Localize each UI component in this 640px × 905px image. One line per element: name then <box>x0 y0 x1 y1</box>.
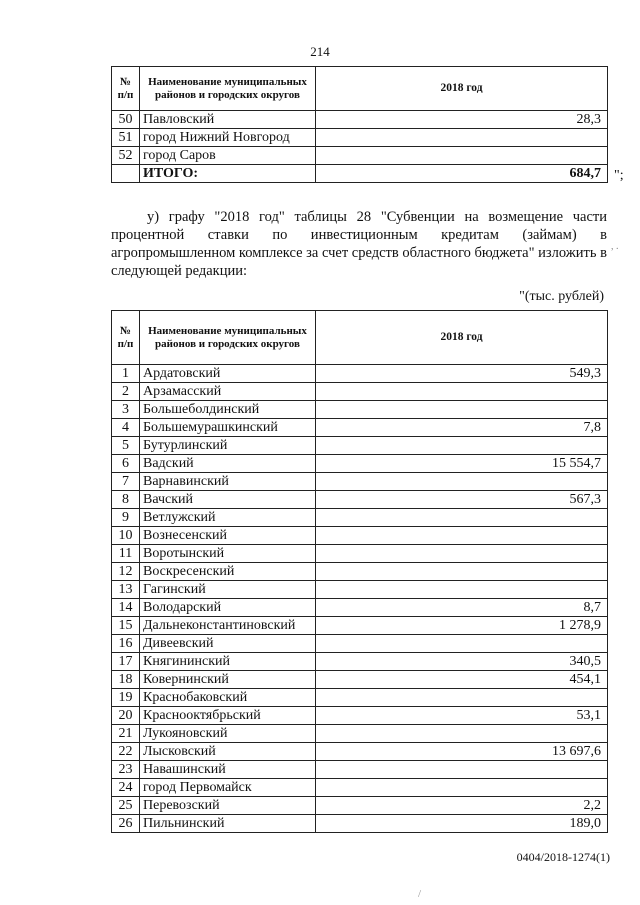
row-number: 10 <box>112 527 140 545</box>
row-name: Гагинский <box>140 581 316 599</box>
row-number: 21 <box>112 725 140 743</box>
row-number: 23 <box>112 761 140 779</box>
header-name: Наименование муниципальных районов и городских округов <box>140 67 316 111</box>
footer-mark: / <box>418 888 422 900</box>
row-value: 2,2 <box>316 797 608 815</box>
row-value: 7,8 <box>316 419 608 437</box>
units-label: "(тыс. рублей) <box>519 289 604 304</box>
table-subventions <box>111 310 608 833</box>
row-name: город Нижний Новгород <box>140 129 316 147</box>
row-number: 9 <box>112 509 140 527</box>
row-number: 14 <box>112 599 140 617</box>
table-row <box>112 761 608 779</box>
row-value: 13 697,6 <box>316 743 608 761</box>
table-row <box>112 129 608 147</box>
row-value <box>316 509 608 527</box>
table-row <box>112 563 608 581</box>
table-row <box>112 437 608 455</box>
total-label: ИТОГО: <box>140 165 316 183</box>
total-num-cell <box>112 165 140 183</box>
header-year: 2018 год <box>316 67 608 111</box>
row-name: Павловский <box>140 111 316 129</box>
row-number: 22 <box>112 743 140 761</box>
header-year: 2018 год <box>316 311 608 365</box>
margin-mark: , . <box>611 241 619 252</box>
row-name: Перевозский <box>140 797 316 815</box>
closing-quote: "; <box>614 168 624 183</box>
row-name: Вачский <box>140 491 316 509</box>
table-row <box>112 527 608 545</box>
total-value: 684,7 <box>316 165 608 183</box>
row-value <box>316 437 608 455</box>
row-value <box>316 779 608 797</box>
row-number: 5 <box>112 437 140 455</box>
table-row <box>112 491 608 509</box>
row-value: 15 554,7 <box>316 455 608 473</box>
row-number: 3 <box>112 401 140 419</box>
table-row <box>112 401 608 419</box>
row-name: Дивеевский <box>140 635 316 653</box>
table-row <box>112 455 608 473</box>
table-top <box>111 66 608 183</box>
row-value: 8,7 <box>316 599 608 617</box>
table-row <box>112 383 608 401</box>
row-name: Арзамасский <box>140 383 316 401</box>
header-num: № п/п <box>112 311 140 365</box>
row-name: Ветлужский <box>140 509 316 527</box>
table-row <box>112 815 608 833</box>
row-name: Вадский <box>140 455 316 473</box>
row-name: Ковернинский <box>140 671 316 689</box>
table-row <box>112 797 608 815</box>
row-value <box>316 545 608 563</box>
row-number: 6 <box>112 455 140 473</box>
row-number: 51 <box>112 129 140 147</box>
row-number: 26 <box>112 815 140 833</box>
row-name: Краснобаковский <box>140 689 316 707</box>
row-number: 25 <box>112 797 140 815</box>
table-row <box>112 689 608 707</box>
row-number: 11 <box>112 545 140 563</box>
table-row <box>112 635 608 653</box>
row-name: Бутурлинский <box>140 437 316 455</box>
row-number: 16 <box>112 635 140 653</box>
row-value: 53,1 <box>316 707 608 725</box>
row-value: 28,3 <box>316 111 608 129</box>
row-number: 19 <box>112 689 140 707</box>
row-value <box>316 129 608 147</box>
row-number: 24 <box>112 779 140 797</box>
row-name: Володарский <box>140 599 316 617</box>
table-row <box>112 671 608 689</box>
row-number: 7 <box>112 473 140 491</box>
row-number: 52 <box>112 147 140 165</box>
row-value: 567,3 <box>316 491 608 509</box>
row-name: Вознесенский <box>140 527 316 545</box>
table-row <box>112 779 608 797</box>
table-row <box>112 743 608 761</box>
table-row <box>112 419 608 437</box>
row-value: 189,0 <box>316 815 608 833</box>
table-row <box>112 509 608 527</box>
header-name: Наименование муниципальных районов и городских округов <box>140 311 316 365</box>
row-name: Варнавинский <box>140 473 316 491</box>
row-name: Княгининский <box>140 653 316 671</box>
row-number: 15 <box>112 617 140 635</box>
row-value <box>316 581 608 599</box>
table-row <box>112 545 608 563</box>
row-value <box>316 725 608 743</box>
total-row <box>112 165 608 183</box>
row-value: 340,5 <box>316 653 608 671</box>
document-code: 0404/2018-1274(1) <box>516 850 610 864</box>
row-name: Дальнеконстантиновский <box>140 617 316 635</box>
page-number: 214 <box>310 44 330 59</box>
row-name: Большемурашкинский <box>140 419 316 437</box>
row-value <box>316 473 608 491</box>
row-value <box>316 563 608 581</box>
row-value <box>316 689 608 707</box>
row-value <box>316 401 608 419</box>
row-name: Воротынский <box>140 545 316 563</box>
row-name: город Первомайск <box>140 779 316 797</box>
row-value <box>316 635 608 653</box>
table-row <box>112 111 608 129</box>
row-number: 2 <box>112 383 140 401</box>
table-row <box>112 365 608 383</box>
row-name: Пильнинский <box>140 815 316 833</box>
row-name: Ардатовский <box>140 365 316 383</box>
row-name: Лукояновский <box>140 725 316 743</box>
row-name: Краснооктябрьский <box>140 707 316 725</box>
table-row <box>112 473 608 491</box>
row-value <box>316 761 608 779</box>
row-number: 1 <box>112 365 140 383</box>
row-name: Лысковский <box>140 743 316 761</box>
row-value <box>316 383 608 401</box>
table-row <box>112 725 608 743</box>
row-name: Навашинский <box>140 761 316 779</box>
table-row <box>112 617 608 635</box>
row-value: 549,3 <box>316 365 608 383</box>
amendment-paragraph <box>111 208 607 280</box>
table-row <box>112 707 608 725</box>
row-number: 8 <box>112 491 140 509</box>
row-number: 4 <box>112 419 140 437</box>
table-row <box>112 581 608 599</box>
row-number: 13 <box>112 581 140 599</box>
row-value <box>316 147 608 165</box>
row-value <box>316 527 608 545</box>
row-number: 50 <box>112 111 140 129</box>
row-name: город Саров <box>140 147 316 165</box>
paragraph-text: у) графу "2018 год" таблицы 28 "Субвенции на возмещение части процентной ставки по инвестиционным кредитам (займам) в агропромышленном комплексе за счет средств областного бюджета" изложить в следующей редакции: <box>111 209 607 279</box>
row-number: 17 <box>112 653 140 671</box>
table-row <box>112 653 608 671</box>
table-row <box>112 147 608 165</box>
row-value: 1 278,9 <box>316 617 608 635</box>
row-number: 20 <box>112 707 140 725</box>
table-row <box>112 599 608 617</box>
row-number: 12 <box>112 563 140 581</box>
row-number: 18 <box>112 671 140 689</box>
row-name: Воскресенский <box>140 563 316 581</box>
row-value: 454,1 <box>316 671 608 689</box>
header-num: № п/п <box>112 67 140 111</box>
row-name: Большеболдинский <box>140 401 316 419</box>
